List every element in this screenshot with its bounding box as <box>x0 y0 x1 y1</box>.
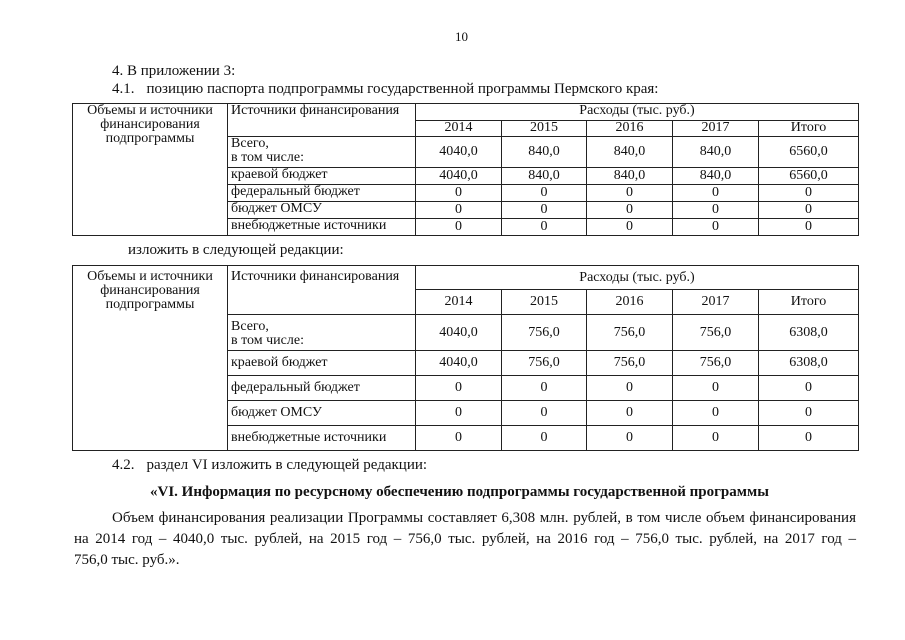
table-cell: 840,0 <box>587 137 673 168</box>
total-header: Итого <box>759 121 859 137</box>
paragraph-line: 756,0 тыс. руб.». <box>74 552 180 568</box>
row-label-omsu: бюджет ОМСУ <box>228 401 416 426</box>
table-cell: 0 <box>587 219 673 236</box>
year-header: 2017 <box>673 121 759 137</box>
table-cell: 0 <box>502 185 587 202</box>
table-cell: 756,0 <box>502 315 587 351</box>
table-cell: 0 <box>759 185 859 202</box>
table-cell: 0 <box>502 219 587 236</box>
row-label-omsu: бюджет ОМСУ <box>228 202 416 219</box>
section-paragraph <box>74 508 856 571</box>
middle-instruction: изложить в следующей редакции: <box>128 242 344 258</box>
table-left-header <box>73 266 228 451</box>
table-cell: 0 <box>759 376 859 401</box>
left-header-line: финансирования <box>100 283 200 298</box>
table-cell: 0 <box>587 185 673 202</box>
table-cell: 0 <box>416 202 502 219</box>
table-cell: 0 <box>673 185 759 202</box>
year-header: 2016 <box>587 290 673 315</box>
table-cell: 756,0 <box>673 315 759 351</box>
row-label-total <box>228 137 416 168</box>
paragraph-line: Объем финансирования реализации Программы составляет 6,308 млн. рублей, в том числе объем финансирования <box>112 510 856 526</box>
item-4-2 <box>112 457 427 474</box>
table-cell: 0 <box>587 401 673 426</box>
row-label-extrabudget: внебюджетные источники <box>228 219 416 236</box>
table-left-header <box>73 104 228 236</box>
table-cell: 6308,0 <box>759 351 859 376</box>
table-cell: 0 <box>416 376 502 401</box>
table-cell: 0 <box>502 426 587 451</box>
table-cell: 0 <box>502 401 587 426</box>
item-4-1 <box>112 81 658 98</box>
table-cell: 4040,0 <box>416 168 502 185</box>
sources-header: Источники финансирования <box>228 104 416 137</box>
table-cell: 0 <box>587 426 673 451</box>
left-header-line: подпрограммы <box>105 297 195 312</box>
expenses-header: Расходы (тыс. руб.) <box>416 104 859 121</box>
year-header: 2015 <box>502 121 587 137</box>
row-label-line: в том числе: <box>231 150 304 165</box>
expenses-header: Расходы (тыс. руб.) <box>416 266 859 290</box>
row-label-federal: федеральный бюджет <box>228 376 416 401</box>
table-cell: 4040,0 <box>416 351 502 376</box>
left-header-line: подпрограммы <box>105 131 195 146</box>
year-header: 2016 <box>587 121 673 137</box>
row-label-total <box>228 315 416 351</box>
financing-table-old <box>72 103 859 236</box>
page-number: 10 <box>455 29 468 44</box>
row-label-regional: краевой бюджет <box>228 351 416 376</box>
row-label-line: Всего, <box>231 136 269 151</box>
table-cell: 0 <box>673 426 759 451</box>
table-cell: 0 <box>416 185 502 202</box>
item-4-2-number: 4.2. <box>112 457 135 473</box>
table-cell: 0 <box>416 219 502 236</box>
sources-header: Источники финансирования <box>228 266 416 315</box>
table-cell: 756,0 <box>673 351 759 376</box>
table-cell: 4040,0 <box>416 137 502 168</box>
table-cell: 0 <box>587 376 673 401</box>
table-cell: 0 <box>759 426 859 451</box>
item-4-1-number: 4.1. <box>112 81 135 97</box>
financing-table-new <box>72 265 859 451</box>
table-cell: 840,0 <box>502 137 587 168</box>
table-cell: 840,0 <box>587 168 673 185</box>
left-header-line: Объемы и источники <box>87 269 213 284</box>
table-cell: 0 <box>673 376 759 401</box>
row-label-extrabudget: внебюджетные источники <box>228 426 416 451</box>
item-4-2-text: раздел VI изложить в следующей редакции: <box>146 457 428 473</box>
year-header: 2015 <box>502 290 587 315</box>
left-header-line: Объемы и источники <box>87 103 213 118</box>
table-cell: 756,0 <box>587 351 673 376</box>
table-cell: 840,0 <box>502 168 587 185</box>
table-cell: 0 <box>416 426 502 451</box>
table-cell: 0 <box>673 202 759 219</box>
table-cell: 0 <box>502 376 587 401</box>
table-cell: 756,0 <box>502 351 587 376</box>
paragraph-line: на 2014 год – 4040,0 тыс. рублей, на 2015 год – 756,0 тыс. рублей, на 2016 год – 756,0 тыс. рублей, на 2017 год – <box>74 531 856 547</box>
table-cell: 0 <box>759 219 859 236</box>
table-cell: 0 <box>673 219 759 236</box>
item-4-heading: 4. В приложении 3: <box>112 63 236 79</box>
year-header: 2014 <box>416 290 502 315</box>
table-cell: 6560,0 <box>759 137 859 168</box>
table-cell: 0 <box>759 401 859 426</box>
left-header-line: финансирования <box>100 117 200 132</box>
row-label-line: в том числе: <box>231 333 304 348</box>
table-cell: 0 <box>673 401 759 426</box>
table-cell: 840,0 <box>673 137 759 168</box>
table-cell: 4040,0 <box>416 315 502 351</box>
year-header: 2014 <box>416 121 502 137</box>
table-cell: 840,0 <box>673 168 759 185</box>
table-cell: 6308,0 <box>759 315 859 351</box>
table-cell: 6560,0 <box>759 168 859 185</box>
total-header: Итого <box>759 290 859 315</box>
table-cell: 0 <box>416 401 502 426</box>
section-heading: «VI. Информация по ресурсному обеспечению подпрограммы государственной программы <box>150 484 769 500</box>
table-cell: 0 <box>759 202 859 219</box>
table-cell: 0 <box>587 202 673 219</box>
row-label-federal: федеральный бюджет <box>228 185 416 202</box>
table-cell: 756,0 <box>587 315 673 351</box>
item-4-1-text: позицию паспорта подпрограммы государственной программы Пермского края: <box>146 81 659 97</box>
row-label-line: Всего, <box>231 319 269 334</box>
year-header: 2017 <box>673 290 759 315</box>
row-label-regional: краевой бюджет <box>228 168 416 185</box>
table-cell: 0 <box>502 202 587 219</box>
